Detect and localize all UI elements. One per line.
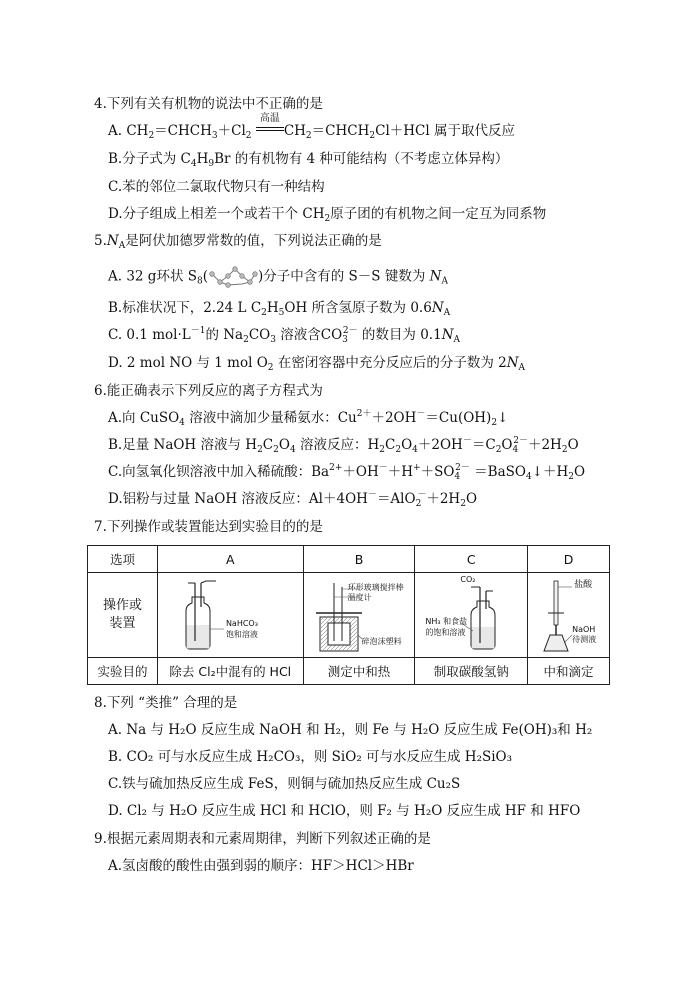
q4-stem: 4.下列有关有机物的说法中不正确的是 [94, 96, 323, 112]
label-stirrer: 环形玻璃搅拌棒 [347, 583, 404, 592]
apparatus-a [157, 573, 303, 658]
q5-option-d: D. 2 mol NO 与 1 mol $O_2$ 在密闭容器中充分反应后的分子数为 $2N_A$ [108, 355, 526, 373]
label-thermometer: 温度计 [347, 593, 372, 602]
table-row [88, 658, 610, 685]
titration-setup-icon [528, 573, 610, 657]
q6-a-pre: A.向 CuSO [108, 410, 180, 426]
table-header-cell: C [415, 546, 528, 573]
q4-option-d: D.分子组成上相差一个或若干个 $CH_2$原子团的有机物之间一定互为同系物 [108, 206, 547, 224]
q4-option-a: A. $CH_2=CHCH_3+Cl_2$ 高温 $CH_2=CHCH_2Cl+HCl$ 属于取代反应 [108, 122, 515, 140]
q5-a-pre: A. 32 g环状 S [108, 268, 197, 285]
q5-d-pre: D. 2 mol NO 与 1 mol O [108, 355, 268, 371]
q6-option-d: D.铝粉与过量 NaOH 溶液反应：$Al+4OH^-=AlO_2^-+2H_2O$ [108, 490, 478, 509]
q5-option-b: B.标准状况下，2.24 L $C_2H_5OH$ 所含氢原子数为 $0.6N_A$ [108, 300, 451, 318]
q8-option-b: B. CO₂ 可与水反应生成 H₂CO₃，则 SiO₂ 可与水反应生成 H₂SiO₃ [108, 749, 513, 765]
label-co2: CO₂ [460, 575, 476, 584]
q8-stem: 8.下列 “类推” 合理的是 [94, 695, 238, 711]
q8-option-a: A. Na 与 H₂O 反应生成 NaOH 和 H₂，则 Fe 与 H₂O 反应生成 Fe(OH)₃和 H₂ [108, 722, 593, 738]
label-naoh: NaOH [572, 625, 596, 634]
table-header-cell: 选项 [88, 546, 158, 573]
q5-c-pre: C. 0.1 mol·L [108, 327, 191, 343]
purpose-cell: 制取碳酸氢钠 [415, 658, 528, 685]
q5-c-mid3: 溶液含 [275, 327, 321, 343]
row-label-apparatus: 操作或装置 [88, 573, 158, 658]
q6-c-pre: C.向氢氧化钡溶液中加入稀硫酸：Ba [108, 464, 330, 480]
q4-d-pre: D.分子组成上相差一个或若干个 CH [108, 206, 325, 222]
reaction-arrow [256, 113, 284, 140]
q6-d-pre: D.铝粉与过量 NaOH 溶液反应：Al＋4OH [108, 491, 368, 507]
purpose-cell: 测定中和热 [303, 658, 415, 685]
q5-d-post: 在密闭容器中充分反应后的分子数为 2 [273, 355, 507, 371]
q4-a-post: 属于取代反应 [433, 123, 515, 139]
q9-stem: 9.根据元素周期表和元素周期律，判断下列叙述正确的是 [94, 831, 431, 847]
label-saturated-solution: 饱和溶液 [225, 630, 258, 639]
reaction-condition: 高温 [259, 113, 280, 124]
s8-ring-structure-icon [208, 266, 258, 288]
table-header-cell: B [303, 546, 415, 573]
q8-option-d: D. Cl₂ 与 H₂O 反应生成 HCl 和 HClO，则 F₂ 与 H₂O 反应生成 HF 和 HFO [108, 803, 581, 819]
q5-c-post: 的数目为 0.1 [357, 327, 442, 343]
experiment-table [87, 545, 610, 685]
label-nh3-salt: NH₃ 和食盐 [425, 617, 468, 626]
q8-option-c: C.铁与硫加热反应生成 FeS，则铜与硫加热反应生成 Cu₂S [108, 776, 461, 792]
q5-a-post: )分子中含有的 S－S 键数为 [258, 268, 430, 285]
q9-option-a: A.氢卤酸的酸性由强到弱的顺序：HF＞HCl＞HBr [108, 858, 414, 874]
q4-option-b: B.分子式为 $C_4H_9Br$ 的有机物有 4 种可能结构（不考虑立体异构） [108, 151, 509, 169]
label-foam: 碎泡沫塑料 [361, 637, 402, 646]
purpose-cell: 除去 Cl₂中混有的 HCl [157, 658, 303, 685]
q6-b-pre: B.足量 NaOH 溶液与 H [108, 437, 258, 453]
q7-stem: 7.下列操作或装置能达到实验目的的是 [94, 519, 323, 535]
purpose-cell: 中和滴定 [528, 658, 610, 685]
q5-b-pre: B.标准状况下，2.24 L C [108, 300, 262, 316]
table-header-cell: D [528, 546, 610, 573]
q5-c-mid2: CO [248, 327, 271, 343]
label-test-solution: 待测液 [572, 635, 597, 644]
q5-b-post: OH 所含氢原子数为 0.6 [284, 300, 432, 316]
table-header-row [88, 546, 610, 573]
q5-option-a: A. 32 g环状 $S_8$( )分子中含有的 S－S 键数为 $N_A$ [108, 266, 448, 288]
q6-option-b: B.足量 NaOH 溶液与 $H_2C_2O_4$ 溶液反应：$H_2C_2O_4+2OH^-=C_2O_4^{2-}+2H_2O$ [108, 436, 579, 455]
q5-c-mid: 的 Na [205, 327, 244, 343]
apparatus-c [415, 573, 528, 658]
label-hcl: 盐酸 [574, 580, 593, 590]
table-header-cell: A [157, 546, 303, 573]
row-label-purpose: 实验目的 [88, 658, 158, 685]
apparatus-b [303, 573, 415, 658]
gas-bottle-co2-icon [415, 573, 528, 657]
label-nahco3: NaHCO₃ [225, 619, 258, 628]
q4-b-text: B.分子式为 C [108, 151, 191, 167]
q6-option-a: A.向 CuSO$_4$ 溶液中滴加少量稀氨水：$Cu^{2+}+2OH^-=Cu(OH)_2↓$ [108, 409, 509, 428]
q6-stem: 6.能正确表示下列反应的离子方程式为 [94, 383, 323, 399]
q4-d-post: 原子团的有机物之间一定互为同系物 [330, 206, 547, 222]
q5-stem-text: 是阿伏加德罗常数的值，下列说法正确的是 [125, 233, 382, 249]
q6-option-c: C.向氢氧化钡溶液中加入稀硫酸：$Ba^{2+}+OH^-+H^++SO_4^{2-}$ $=BaSO_4↓+H_2O$ [108, 463, 586, 482]
gas-washing-bottle-icon [158, 573, 304, 657]
q5-stem: $5.N_A$是阿伏加德罗常数的值，下列说法正确的是 [94, 233, 382, 251]
q4-a-pre: A. CH [108, 123, 149, 139]
table-row [88, 573, 610, 658]
q5-option-c: C. 0.1 $mol\cdot L^{-1}$的 $Na_2CO_3$ 溶液含$CO_3^{2-}$ 的数目为 $0.1N_A$ [108, 326, 461, 345]
apparatus-d [528, 573, 610, 658]
label-sat-solution: 的饱和溶液 [425, 628, 466, 637]
q4-option-c: C.苯的邻位二氯取代物只有一种结构 [108, 179, 325, 195]
